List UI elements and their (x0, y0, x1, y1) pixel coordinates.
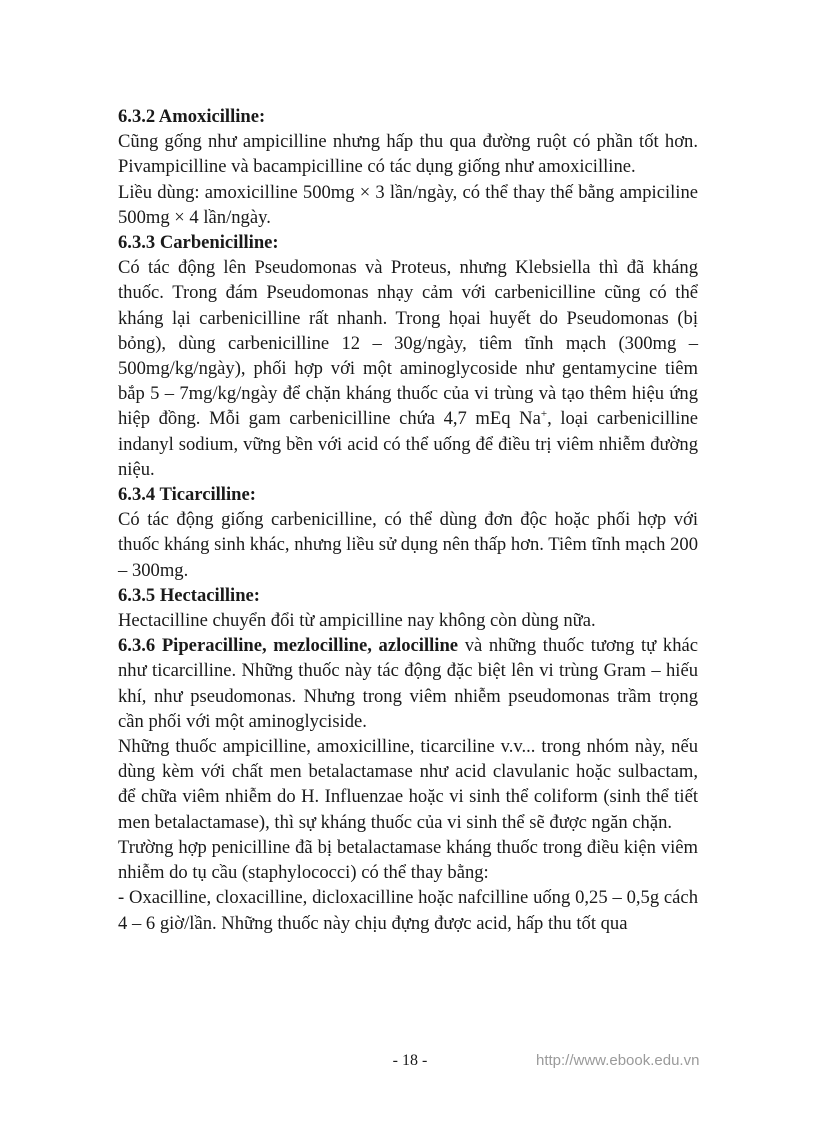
section-heading-ticarcilline: 6.3.4 Ticarcilline: (118, 484, 256, 506)
paragraph (118, 633, 698, 734)
section-heading-hectacilline: 6.3.5 Hectacilline: (118, 584, 260, 606)
document-body (118, 104, 698, 936)
paragraph: Liều dùng: amoxicilline 500mg × 3 lần/ngày, có thể thay thế bằng ampiciline 500mg × 4 lần/ngày. (118, 181, 698, 228)
paragraph-text: Có tác động lên Pseudomonas và Proteus, nhưng Klebsiella thì đã kháng thuốc. Trong đám Pseudomonas nhạy cảm với carbenicilline cũng có thể kháng lại carbenicilline rất nhanh. Trong họai huyết do Pseudomonas (bị bỏng), dùng carbenicilline 12 – 30g/ngày, tiêm tĩnh mạch (300mg – 500mg/kg/ngày), phối hợp với một aminoglycoside như gentamycine tiêm bắp 5 – 7mg/kg/ngày để chặn kháng thuốc của vi trùng và tạo thêm hiệu ứng hiệp đồng. Mỗi gam carbenicilline chứa 4,7 mEq Na (118, 257, 698, 430)
section-heading-amoxicilline: 6.3.2 Amoxicilline: (118, 106, 266, 127)
paragraph: Những thuốc ampicilline, amoxicilline, ticarciline v.v... trong nhóm này, nếu dùng kèm với chất men betalactamase như acid clavulanic hoặc sulbactam, để chữa viêm nhiễm do H. Influenzae hoặc vi sinh thể coliform (sinh thể tiết men betalactamase), thì sự kháng thuốc của vi sinh thể sẽ được ngăn chặn. (118, 736, 698, 833)
paragraph: Trường hợp penicilline đã bị betalactamase kháng thuốc trong điều kiện viêm nhiễm do tụ cầu (staphylococci) có thể thay bằng: (118, 836, 698, 884)
paragraph: Hectacilline chuyển đổi từ ampicilline nay không còn dùng nữa. (118, 610, 596, 632)
page-number: - 18 - (392, 1052, 428, 1069)
footer-url: http://www.ebook.edu.vn (536, 1052, 700, 1069)
superscript: + (540, 408, 548, 421)
paragraph-text: , loại carbenicilline indanyl sodium, vững bền với acid có thể uống để điều trị viêm nhiễm đường niệu. (118, 408, 698, 480)
section-heading-carbenicilline: 6.3.3 Carbenicilline: (118, 232, 279, 254)
paragraph: - Oxacilline, cloxacilline, dicloxacilline hoặc nafcilline uống 0,25 – 0,5g cách 4 – 6 giờ/lần. Những thuốc này chịu đựng được acid, hấp thu tốt qua (118, 887, 698, 934)
section-heading-piperacilline: 6.3.6 Piperacilline, mezlocilline, azlocilline (118, 635, 459, 657)
paragraph: Có tác động giống carbenicilline, có thể dùng đơn độc hoặc phối hợp với thuốc kháng sinh khác, nhưng liều sử dụng nên thấp hơn. Tiêm tĩnh mạch 200 – 300mg. (118, 509, 698, 581)
paragraph (118, 255, 698, 482)
paragraph: Cũng gống như ampicilline nhưng hấp thu qua đường ruột có phần tốt hơn. Pivampicilline và bacampicilline có tác dụng giống như amoxicilline. (118, 131, 698, 178)
paragraph-text: và những thuốc tương tự khác như ticarcilline. Những thuốc này tác động đặc biệt lên vi trùng Gram – hiếu khí, như pseudomonas. Nhưng trong viêm nhiễm pseudomonas trầm trọng cần phối với một aminoglyciside. (118, 635, 698, 732)
